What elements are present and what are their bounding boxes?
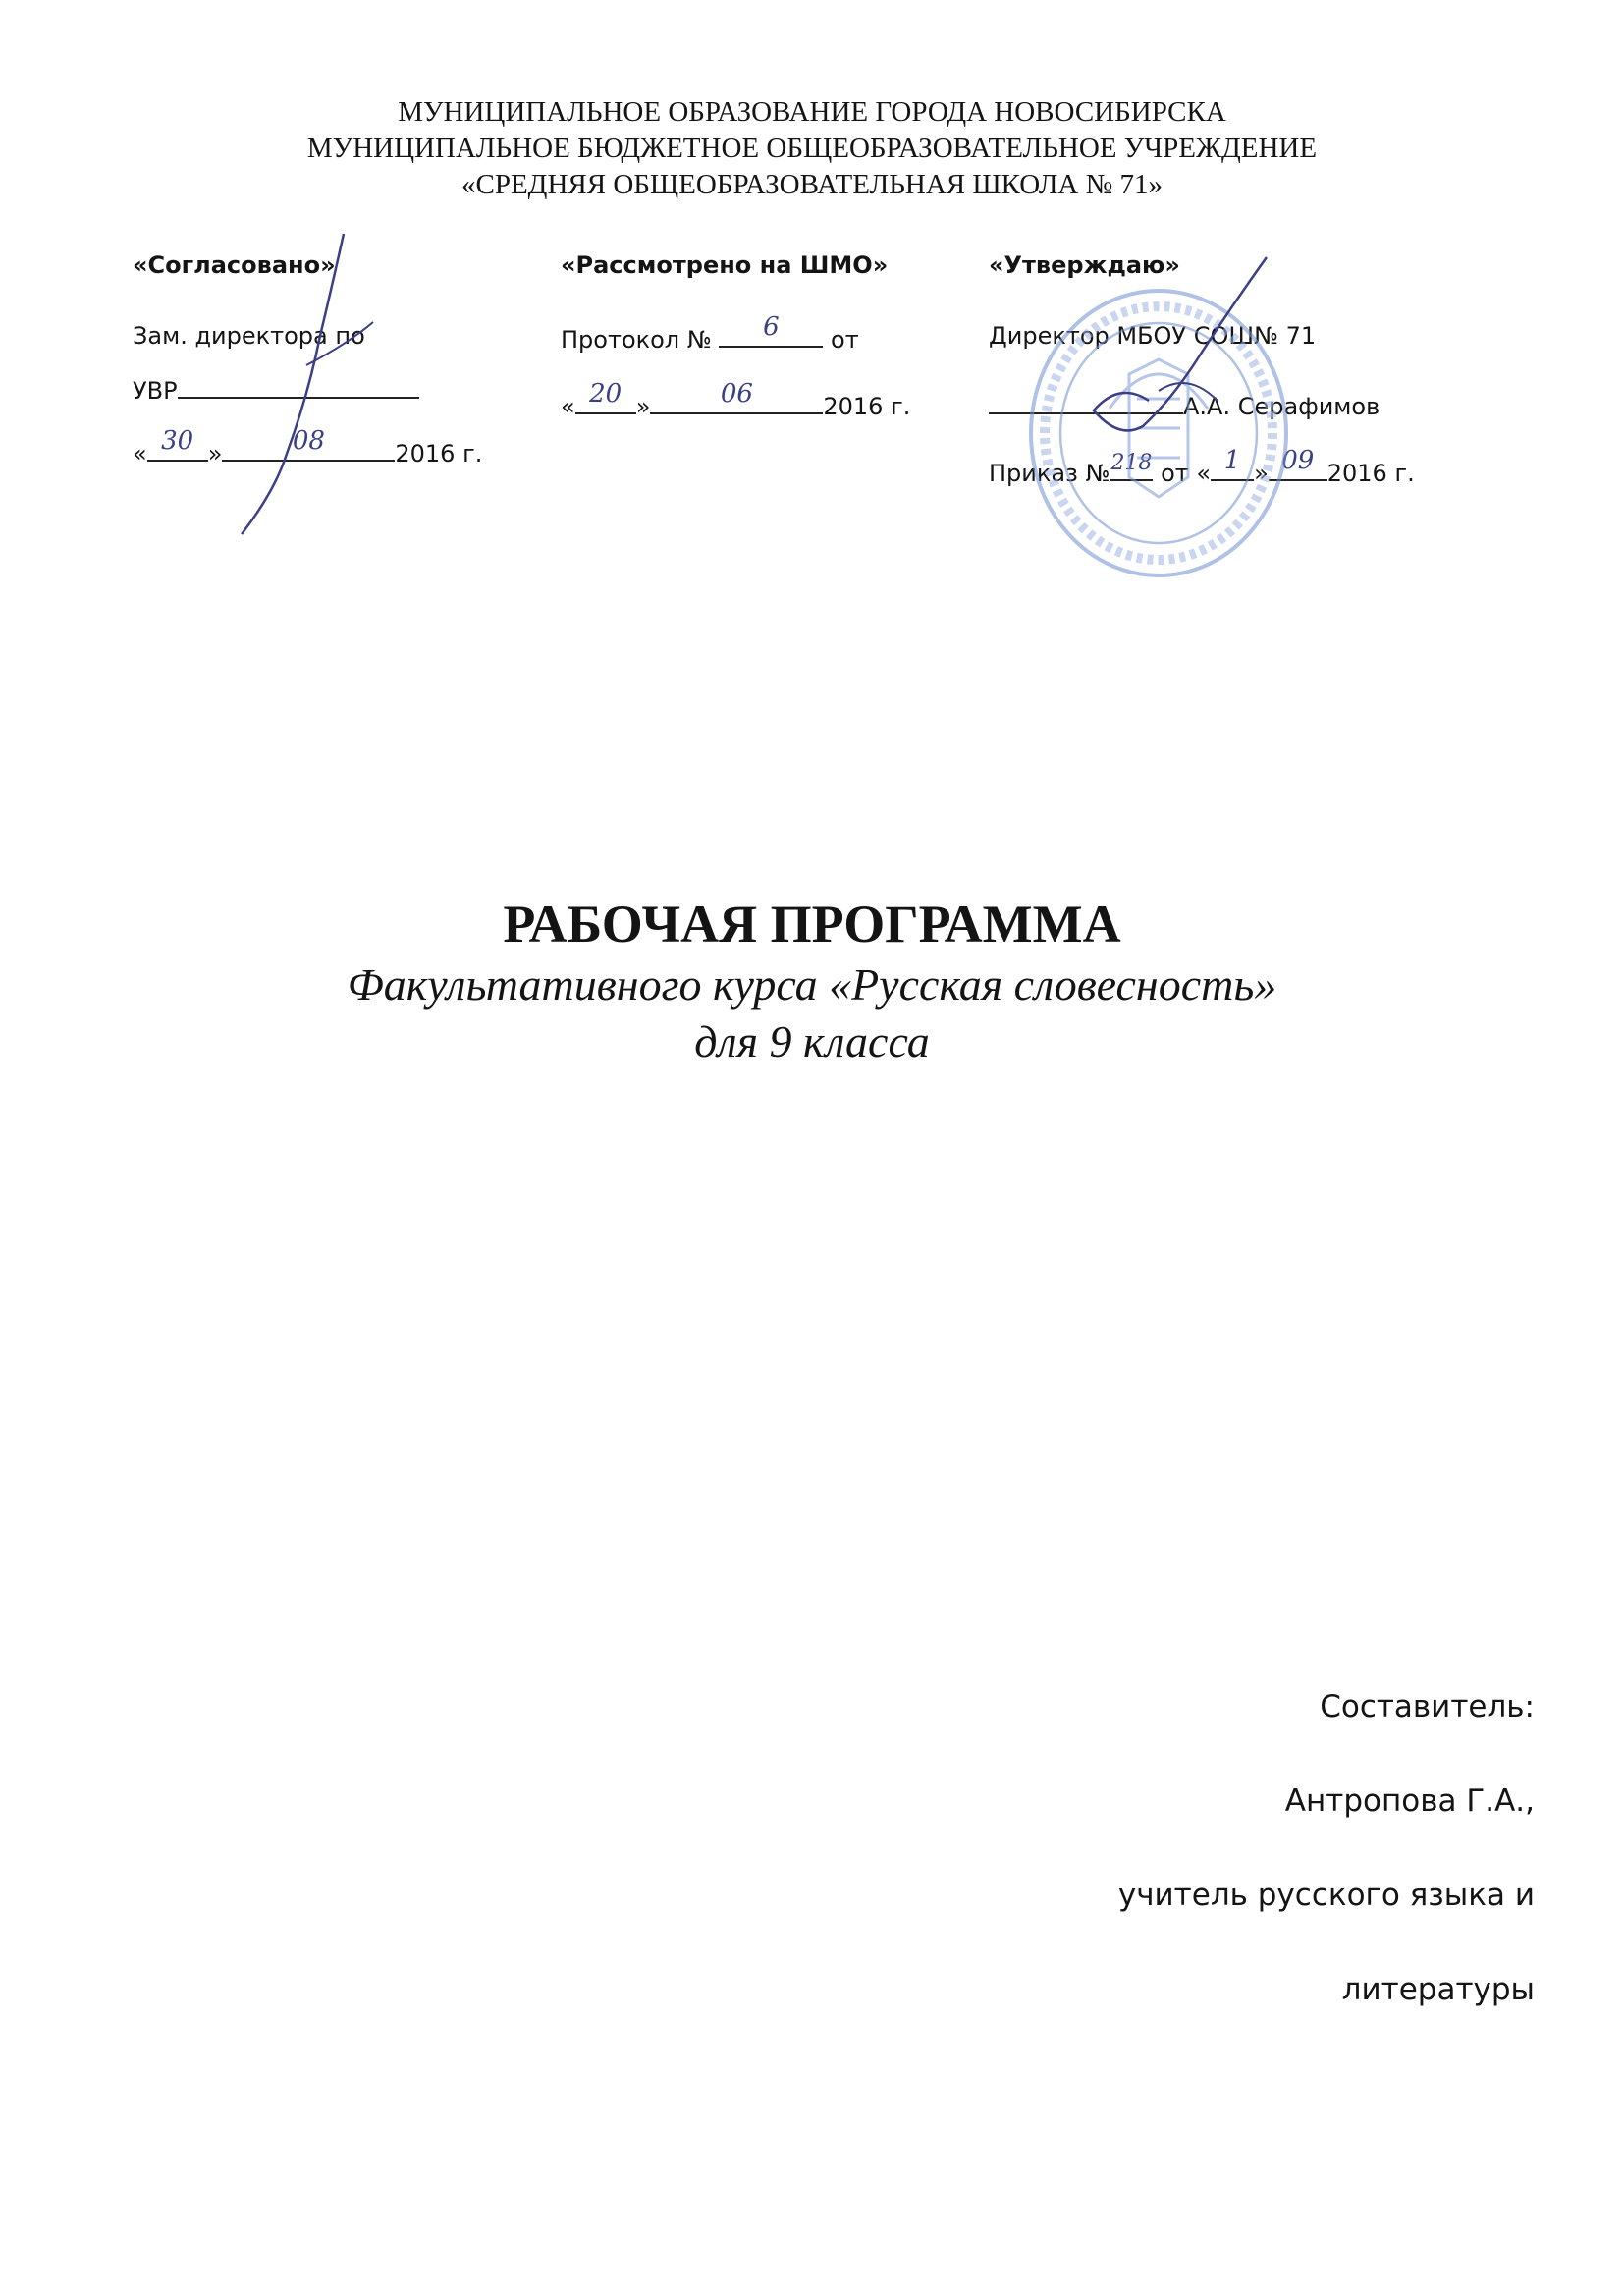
reviewed-close-quote: » <box>635 393 651 420</box>
reviewed-open-quote: « <box>561 393 575 420</box>
agreed-year: 2016 г. <box>395 440 483 467</box>
approved-position: Директор МБОУ СОШ№ 71 <box>989 322 1317 350</box>
composer-label: Составитель: <box>1320 1689 1535 1724</box>
header-line-1: МУНИЦИПАЛЬНОЕ ОБРАЗОВАНИЕ ГОРОДА НОВОСИБИРСКА <box>398 96 1226 128</box>
program-title-block <box>0 892 1624 1070</box>
reviewed-from-label: от <box>831 326 859 354</box>
reviewed-block <box>561 251 973 487</box>
reviewed-protocol-no: 6 <box>763 312 780 342</box>
reviewed-month-blank <box>650 379 823 414</box>
approved-month: 09 <box>1281 446 1315 475</box>
reviewed-protocol-label: Протокол № <box>561 326 712 354</box>
header-line-2: МУНИЦИПАЛЬНОЕ БЮДЖЕТНОЕ ОБЩЕОБРАЗОВАТЕЛЬНОЕ УЧРЕЖДЕНИЕ <box>306 133 1318 164</box>
agreed-day: 30 <box>161 426 194 456</box>
approved-close-quote: » <box>1254 460 1269 487</box>
approved-director: А.А. Серафимов <box>1183 393 1380 420</box>
institution-header <box>0 94 1624 203</box>
agreed-open-quote: « <box>133 440 147 467</box>
agreed-position: Зам. директора по <box>133 322 365 350</box>
reviewed-day: 20 <box>589 379 623 409</box>
reviewed-day-blank <box>575 379 636 414</box>
agreed-close-quote: » <box>207 440 223 467</box>
agreed-date-line <box>133 426 483 467</box>
approved-year: 2016 г. <box>1326 460 1415 487</box>
agreed-month: 08 <box>292 426 325 456</box>
approved-day: 1 <box>1223 446 1241 475</box>
agreed-title: «Согласовано» <box>133 251 336 279</box>
program-subtitle: Факультативного курса «Русская словесность» <box>347 959 1277 1010</box>
agreed-month-blank <box>222 426 395 462</box>
reviewed-year: 2016 г. <box>823 393 911 420</box>
approved-title: «Утверждаю» <box>989 251 1180 279</box>
approved-order-no: 218 <box>1110 451 1153 475</box>
reviewed-date-line <box>561 379 911 420</box>
header-line-3: «СРЕДНЯЯ ОБЩЕОБРАЗОВАТЕЛЬНАЯ ШКОЛА № 71» <box>460 169 1164 200</box>
agreed-dept-line <box>133 373 419 405</box>
agreed-day-blank <box>147 426 208 462</box>
composer-name: Антропова Г.А., <box>1284 1783 1535 1819</box>
program-title: РАБОЧАЯ ПРОГРАММА <box>503 895 1121 954</box>
program-grade: для 9 класса <box>694 1016 930 1066</box>
official-stamp <box>1021 281 1296 585</box>
agreed-dept: УВР <box>133 377 178 405</box>
approved-from-label: от « <box>1161 460 1212 487</box>
reviewed-protocol-line <box>561 312 859 354</box>
agreed-block <box>133 251 545 487</box>
agreed-signature-blank <box>178 373 419 399</box>
composer-role-line-1: учитель русского языка и <box>1117 1878 1535 1913</box>
approved-order-label: Приказ № <box>989 460 1110 487</box>
reviewed-month: 06 <box>720 379 753 409</box>
reviewed-protocol-blank <box>719 312 823 348</box>
reviewed-title: «Рассмотрено на ШМО» <box>561 251 889 279</box>
composer-role-line-2: литературы <box>1341 1972 1535 2007</box>
